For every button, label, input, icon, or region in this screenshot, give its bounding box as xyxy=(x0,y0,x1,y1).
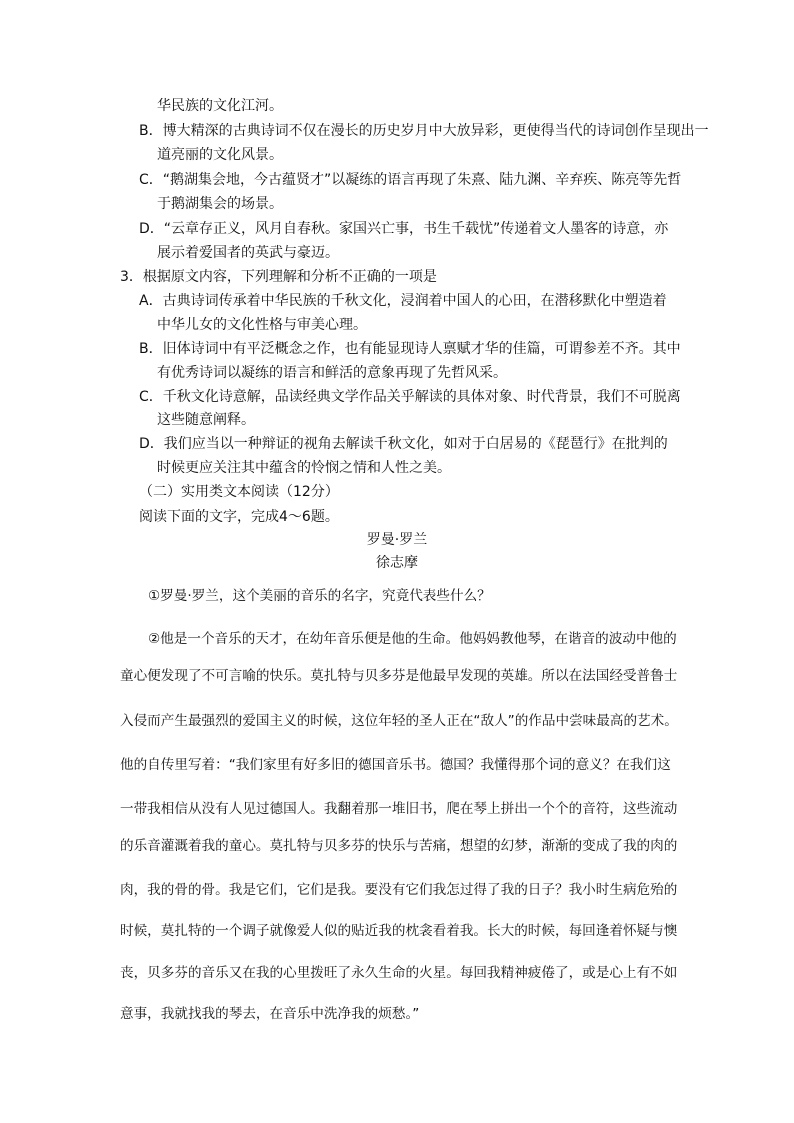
q3-option-c-line-2: 这些随意阐释。 xyxy=(157,412,255,428)
intro-tail: 华民族的文化江河。 xyxy=(157,98,283,114)
article-author: 徐志摩 xyxy=(376,555,418,571)
question-3-stem: 3．根据原文内容，下列理解和分析不正确的一项是 xyxy=(120,269,437,285)
q3-option-a-line-2: 中华儿女的文化性格与审美心理。 xyxy=(157,317,367,333)
paragraph-2-line-1: ②他是一个音乐的天才，在幼年音乐便是他的生命。他妈妈教他琴，在谐音的波动中他的 xyxy=(148,631,677,647)
q3-option-d-line-1: D．我们应当以一种辩证的视角去解读千秋文化，如对于白居易的《琵琶行》在批判的 xyxy=(139,436,668,452)
section-2-instruction: 阅读下面的文字，完成4～6题。 xyxy=(139,509,339,525)
q3-option-a-line-1: A．古典诗词传承着中华民族的千秋文化，浸润着中国人的心田，在潜移默化中塑造着 xyxy=(139,293,667,309)
option-d-line-1: D．“云章存正义，风月自春秋。家国兴亡事，书生千载忧”传递着文人墨客的诗意，亦 xyxy=(139,221,669,237)
option-c-line-2: 于鹅湖集会的场景。 xyxy=(157,196,283,212)
q3-option-b-line-2: 有优秀诗词以凝练的语言和鲜活的意象再现了先哲风采。 xyxy=(157,365,507,381)
paragraph-2-line-4: 他的自传里写着：“我们家里有好多旧的德国音乐书。德国？我懂得那个词的意义？在我们这 xyxy=(120,757,671,773)
q3-option-d-line-2: 时候更应关注其中蕴含的怜悯之情和人性之美。 xyxy=(157,460,451,476)
option-b-line-1: B．博大精深的古典诗词不仅在漫长的历史岁月中大放异彩，更使得当代的诗词创作呈现出一 xyxy=(139,123,709,139)
article-title: 罗曼·罗兰 xyxy=(366,532,428,548)
section-2-heading: （二）实用类文本阅读（12分） xyxy=(139,484,339,500)
paragraph-2-line-10: 意事，我就找我的琴去，在音乐中洗净我的烦愁。” xyxy=(120,1006,420,1022)
paragraph-1: ①罗曼·罗兰，这个美丽的音乐的名字，究竟代表些什么？ xyxy=(148,588,491,604)
paragraph-2-line-5: 一带我相信从没有人见过德国人。我翻着那一堆旧书，爬在琴上拼出一个个的音符，这些流动 xyxy=(120,801,678,817)
paragraph-2-line-3: 入侵而产生最强烈的爱国主义的时候，这位年轻的圣人正在“敌人”的作品中尝味最高的艺术。 xyxy=(120,713,678,729)
option-c-line-1: C．“鹅湖集会地，今古蕴贤才”以凝练的语言再现了朱熹、陆九渊、辛弃疾、陈亮等先哲 xyxy=(139,172,682,188)
paragraph-2-line-8: 时候，莫扎特的一个调子就像爱人似的贴近我的枕衾看着我。长大的时候，每回逢着怀疑与懊 xyxy=(120,923,678,939)
paragraph-2-line-7: 肉，我的骨的骨。我是它们，它们是我。要没有它们我怎过得了我的日子？我小时生病危殆的 xyxy=(120,882,678,898)
option-d-line-2: 展示着爱国者的英武与豪迈。 xyxy=(157,245,339,261)
paragraph-2-line-6: 的乐音灌溉着我的童心。莫扎特与贝多芬的快乐与苦痛，想望的幻梦，渐渐的变成了我的肉的 xyxy=(120,838,678,854)
paragraph-2-line-2: 童心便发现了不可言喻的快乐。莫扎特与贝多芬是他最早发现的英雄。所以在法国经受普鲁士 xyxy=(120,668,678,684)
q3-option-b-line-1: B．旧体诗词中有平泛概念之作，也有能显现诗人禀赋才华的佳篇，可谓参差不齐。其中 xyxy=(139,341,681,357)
q3-option-c-line-1: C．千秋文化诗意解，品读经典文学作品关乎解读的具体对象、时代背景，我们不可脱离 xyxy=(139,389,681,405)
paragraph-2-line-9: 丧，贝多芬的音乐又在我的心里拨旺了永久生命的火星。每回我精神疲倦了，或是心上有不如 xyxy=(120,965,678,981)
option-b-line-2: 道亮丽的文化风景。 xyxy=(157,147,283,163)
